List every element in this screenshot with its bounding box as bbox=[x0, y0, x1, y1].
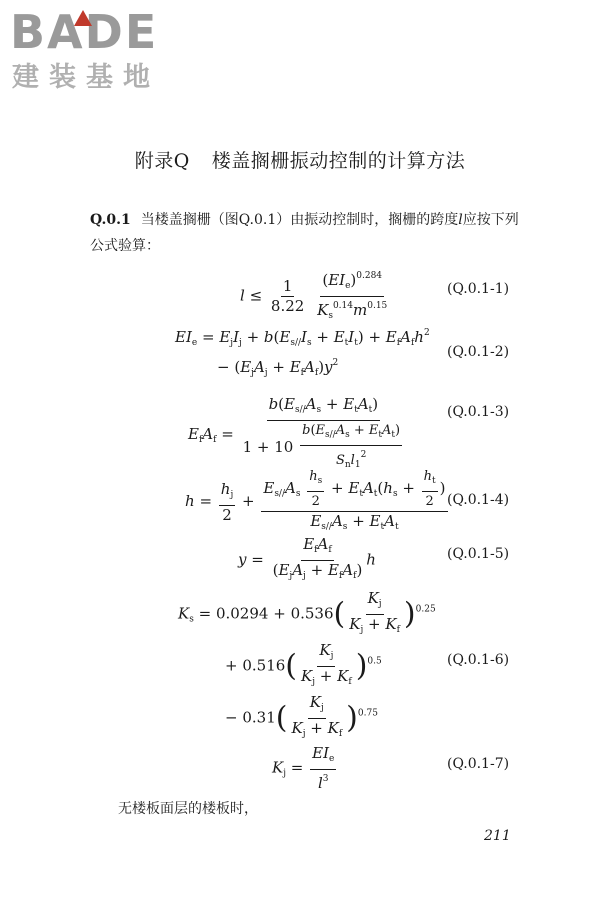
page-number: 211 bbox=[484, 828, 511, 844]
span-variable: l bbox=[458, 212, 463, 228]
logo-red-accent bbox=[74, 10, 92, 26]
logo-subtitle: 建装基地 bbox=[12, 62, 160, 93]
page-title bbox=[0, 146, 600, 173]
equation-2-line-2: − $(E_jA_j + E_fA_f)y^2$ bbox=[217, 358, 339, 378]
equation-1-number: (Q.0.1-1) bbox=[447, 281, 510, 297]
equation-6-number: (Q.0.1-6) bbox=[447, 652, 510, 668]
equation-2-number: (Q.0.1-2) bbox=[447, 344, 510, 360]
equation-5-number: (Q.0.1-5) bbox=[447, 546, 510, 562]
body-text-line: 无楼板面层的楼板时， bbox=[118, 801, 258, 817]
equation-6-line-2: + 0.516( $\frac{K_j}{K_j + K_f}$ )$^{0.5}$ bbox=[225, 641, 382, 687]
equation-5: y = $\frac{E_fA_f}{(E_jA_j + E_fA_f)}$ h bbox=[238, 535, 376, 581]
bade-logo bbox=[10, 6, 180, 96]
appendix-code: 附录Q bbox=[134, 150, 190, 172]
equation-6-line-1: $K_s = 0.0294 + 0.536$( $\frac{K_j}{K_j + K_f}$ )$^{0.25}$ bbox=[178, 589, 436, 635]
intro-text-before: 当楼盖搁栅（图Q.0.1）由振动控制时，搁栅的跨度 bbox=[140, 212, 459, 228]
equation-3-number: (Q.0.1-3) bbox=[447, 404, 510, 420]
equation-6-line-3: − 0.31( $\frac{K_j}{K_j + K_f}$ )$^{0.75}$ bbox=[225, 693, 378, 739]
intro-paragraph bbox=[90, 207, 530, 259]
equation-7-number: (Q.0.1-7) bbox=[447, 756, 510, 772]
logo-wordmark: BADE bbox=[10, 5, 159, 59]
equation-1: l ≤ $\frac{1}{8.22}$ $\frac{(EI_e)^{0.284}}{K_s^{0.14}m^{0.15}}$ bbox=[240, 268, 391, 325]
equation-3: $E_fA_f$ = $b(E_{s//}A_s + E_tA_t)$ 1 + 10 $\frac{b(E_{s//}A_s + E_tA_t)}{S_nl_1^2}$ bbox=[188, 395, 401, 470]
appendix-title: 楼盖搁栅振动控制的计算方法 bbox=[211, 150, 466, 172]
intro-text-after: 应按下列公式验算： bbox=[90, 212, 519, 254]
equation-4-number: (Q.0.1-4) bbox=[447, 492, 510, 508]
equation-2-line-1: $EI_e = E_jI_j + b(E_{s//}I_s + E_tI_t) + E_fA_fh^2$ bbox=[175, 328, 430, 348]
equation-7: $K_j$ = $\frac{EI_e}{l^3}$ bbox=[272, 744, 335, 792]
section-number: Q.0.1 bbox=[90, 212, 131, 228]
equation-4: h = $\frac{h_j}{2}$ + $E_{s//}A_s$ $\frac{h_s}{2}$ + $E_tA_t(h_s$ + $\frac{h_t}{2}$ ) $E_{s//}A_s + E_tA_t$ bbox=[185, 469, 446, 532]
